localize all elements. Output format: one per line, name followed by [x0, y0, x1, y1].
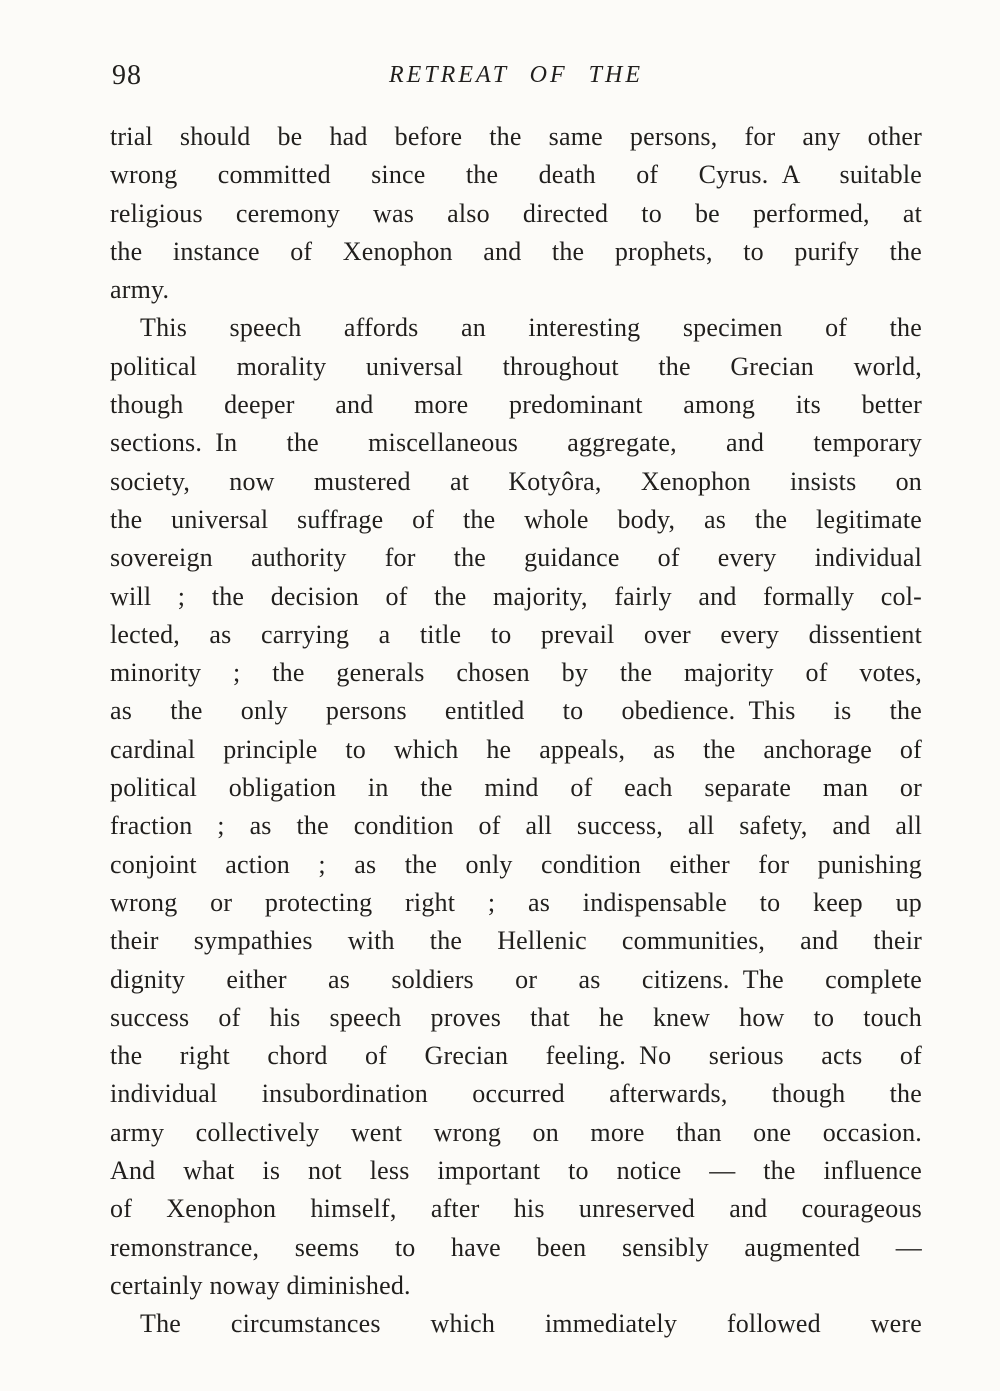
text-line: will ; the decision of the majority, fairly and formally col- — [110, 581, 922, 611]
text-line: remonstrance, seems to have been sensibly augmented — — [110, 1232, 922, 1262]
body-text — [110, 118, 922, 1344]
text-line: sovereign authority for the guidance of every individual — [110, 543, 922, 573]
text-line: the universal suffrage of the whole body, as the legitimate — [110, 504, 922, 534]
text-line: their sympathies with the Hellenic communities, and their — [110, 926, 922, 956]
text-line: conjoint action ; as the only condition either for punishing — [110, 849, 922, 879]
text-line: society, now mustered at Kotyôra, Xenophon insists on — [110, 466, 922, 496]
text-line: trial should be had before the same persons, for any other — [110, 122, 922, 151]
text-line: wrong or protecting right ; as indispensable to keep up — [110, 887, 922, 917]
text-line: This speech affords an interesting specimen of the — [140, 313, 922, 343]
page-header — [110, 58, 922, 98]
text-line: sections. In the miscellaneous aggregate, and temporary — [110, 428, 922, 458]
running-header: RETREAT OF THE — [388, 62, 643, 88]
paragraph — [110, 309, 922, 1305]
text-line: army. — [110, 275, 170, 305]
text-line: cardinal principle to which he appeals, as the anchorage of — [110, 734, 922, 764]
text-line: of Xenophon himself, after his unreserved and courageous — [110, 1194, 922, 1224]
page-number: 98 — [112, 60, 142, 91]
text-line: army collectively went wrong on more than one occasion. — [110, 1117, 922, 1147]
text-line: dignity either as soldiers or as citizens. The complete — [110, 964, 922, 994]
text-line: as the only persons entitled to obedience. This is the — [110, 696, 922, 726]
text-line: fraction ; as the condition of all success, all safety, and all — [110, 811, 922, 841]
paragraph — [110, 1305, 922, 1343]
text-line: political morality universal throughout the Grecian world, — [110, 351, 922, 381]
text-line: the right chord of Grecian feeling. No serious acts of — [110, 1041, 922, 1071]
text-line: success of his speech proves that he knew how to touch — [110, 1002, 922, 1032]
paragraph — [110, 118, 922, 309]
text-line: the instance of Xenophon and the prophets, to purify the — [110, 236, 922, 266]
text-line: though deeper and more predominant among its better — [110, 390, 922, 420]
text-line: lected, as carrying a title to prevail over every dissentient — [110, 619, 922, 649]
text-line: wrong committed since the death of Cyrus. A suitable — [110, 160, 922, 190]
text-line: individual insubordination occurred afterwards, though the — [110, 1079, 922, 1109]
text-line: political obligation in the mind of each separate man or — [110, 773, 922, 803]
text-line: minority ; the generals chosen by the majority of votes, — [110, 658, 922, 688]
text-line: The circumstances which immediately followed were — [140, 1309, 922, 1339]
text-line: certainly noway diminished. — [110, 1270, 411, 1300]
text-line: And what is not less important to notice — the influence — [110, 1156, 922, 1186]
text-line: religious ceremony was also directed to be performed, at — [110, 198, 922, 228]
